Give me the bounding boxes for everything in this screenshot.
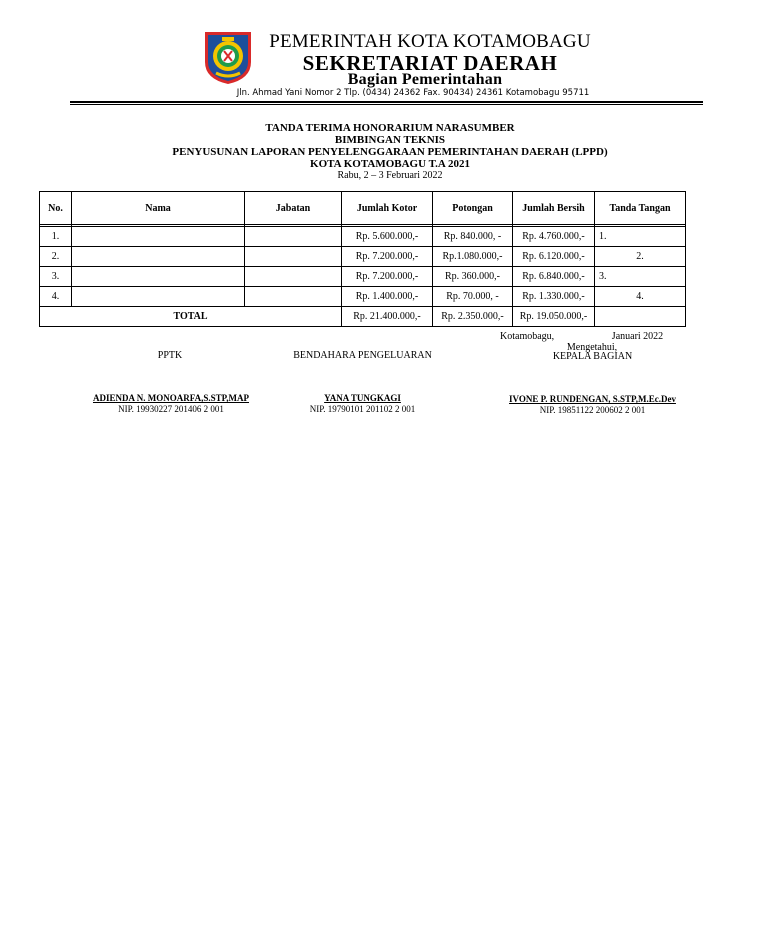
bendahara-nip: NIP. 19790101 201102 2 001 bbox=[309, 404, 416, 414]
cell-no: 2. bbox=[40, 247, 72, 267]
pptk-nip: NIP. 19930227 201406 2 001 bbox=[118, 404, 224, 414]
col-header-nama: Nama bbox=[72, 192, 245, 225]
cell-potongan: Rp.1.080.000,- bbox=[433, 247, 513, 267]
cell-no: 1. bbox=[40, 227, 72, 247]
table-header-row bbox=[40, 192, 686, 225]
table-row bbox=[40, 227, 686, 247]
total-bersih: Rp. 19.050.000,- bbox=[513, 307, 595, 327]
header-rule-thick bbox=[70, 101, 703, 103]
cell-kotor: Rp. 1.400.000,- bbox=[342, 287, 433, 307]
doc-date: Rabu, 2 – 3 Februari 2022 bbox=[337, 170, 443, 181]
department-name: Bagian Pemerintahan bbox=[347, 71, 503, 88]
address-line: Jln. Ahmad Yani Nomor 2 Tlp. (0434) 24362 Fax. 90434) 24361 Kotamobagu 95711 bbox=[236, 88, 590, 98]
cell-kotor: Rp. 7.200.000,- bbox=[342, 247, 433, 267]
pptk-name: ADIENDA N. MONOARFA,S.STP,MAP bbox=[92, 393, 249, 403]
cell-bersih: Rp. 1.330.000,- bbox=[513, 287, 595, 307]
cell-jabatan bbox=[245, 267, 342, 287]
cell-potongan: Rp. 360.000,- bbox=[433, 267, 513, 287]
cell-nama bbox=[72, 247, 245, 267]
bendahara-role: BENDAHARA PENGELUARAN bbox=[293, 350, 432, 361]
cell-potongan: Rp. 70.000, - bbox=[433, 287, 513, 307]
cell-ttd: 3. bbox=[595, 267, 686, 287]
cell-nama bbox=[72, 267, 245, 287]
doc-title-2: BIMBINGAN TEKNIS bbox=[334, 134, 446, 146]
cell-kotor: Rp. 5.600.000,- bbox=[342, 227, 433, 247]
col-header-jumlah-bersih: Jumlah Bersih bbox=[513, 192, 595, 225]
kepala-nip: NIP. 19851122 200602 2 001 bbox=[539, 405, 646, 415]
honorarium-table bbox=[39, 191, 686, 327]
doc-title-1: TANDA TERIMA HONORARIUM NARASUMBER bbox=[265, 122, 515, 134]
sign-place: Kotamobagu, bbox=[500, 331, 555, 342]
table-row bbox=[40, 267, 686, 287]
cell-no: 4. bbox=[40, 287, 72, 307]
pptk-role: PPTK bbox=[157, 350, 183, 361]
total-potongan: Rp. 2.350.000,- bbox=[433, 307, 513, 327]
cell-ttd: 2. bbox=[595, 247, 686, 267]
cell-jabatan bbox=[245, 227, 342, 247]
doc-title-4: KOTA KOTAMOBAGU T.A 2021 bbox=[310, 158, 470, 170]
doc-title-3: PENYUSUNAN LAPORAN PENYELENGGARAAN PEMERINTAHAN DAERAH (LPPD) bbox=[172, 146, 608, 158]
secretariat-name: SEKRETARIAT DAERAH bbox=[302, 51, 558, 75]
col-header-jumlah-kotor: Jumlah Kotor bbox=[342, 192, 433, 225]
cell-nama bbox=[72, 287, 245, 307]
sign-month: Januari 2022 bbox=[611, 331, 664, 342]
header-rule-thin bbox=[70, 104, 703, 105]
table-row bbox=[40, 247, 686, 267]
total-ttd bbox=[595, 307, 686, 327]
kepala-role: KEPALA BAGIAN bbox=[552, 351, 633, 362]
kepala-name: IVONE P. RUNDENGAN, S.STP,M.Ec.Dev bbox=[509, 394, 676, 404]
government-name: PEMERINTAH KOTA KOTAMOBAGU bbox=[269, 31, 591, 52]
col-header-jabatan: Jabatan bbox=[245, 192, 342, 225]
table-total-row bbox=[40, 307, 686, 327]
total-kotor: Rp. 21.400.000,- bbox=[342, 307, 433, 327]
cell-bersih: Rp. 4.760.000,- bbox=[513, 227, 595, 247]
sign-known: Mengetahui, bbox=[566, 342, 618, 353]
col-header-tanda-tangan: Tanda Tangan bbox=[595, 192, 686, 225]
cell-bersih: Rp. 6.840.000,- bbox=[513, 267, 595, 287]
cell-potongan: Rp. 840.000, - bbox=[433, 227, 513, 247]
cell-jabatan bbox=[245, 247, 342, 267]
cell-jabatan bbox=[245, 287, 342, 307]
cell-ttd: 4. bbox=[595, 287, 686, 307]
cell-nama bbox=[72, 227, 245, 247]
cell-bersih: Rp. 6.120.000,- bbox=[513, 247, 595, 267]
col-header-no: No. bbox=[40, 192, 72, 225]
cell-ttd: 1. bbox=[595, 227, 686, 247]
total-label: TOTAL bbox=[40, 307, 342, 327]
bendahara-name: YANA TUNGKAGI bbox=[324, 393, 401, 403]
cell-kotor: Rp. 7.200.000,- bbox=[342, 267, 433, 287]
col-header-potongan: Potongan bbox=[433, 192, 513, 225]
city-emblem-logo bbox=[202, 29, 254, 86]
table-row bbox=[40, 287, 686, 307]
cell-no: 3. bbox=[40, 267, 72, 287]
